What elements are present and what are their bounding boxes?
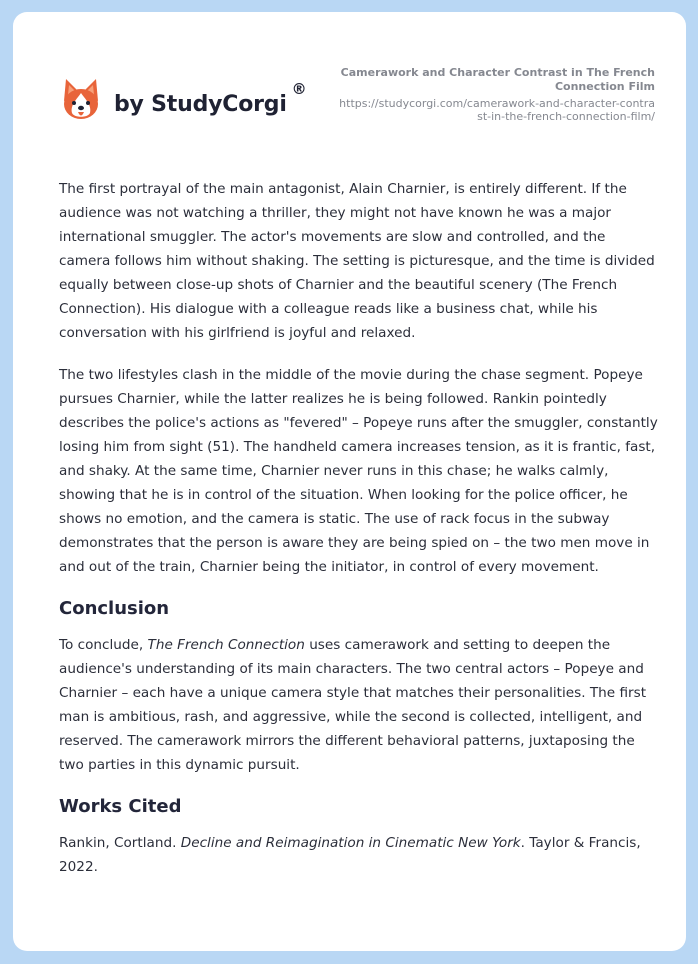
conclusion-heading: Conclusion	[59, 598, 170, 619]
studycorgi-logo[interactable]	[60, 76, 307, 124]
conclusion-intro: To conclude,	[59, 637, 148, 653]
paragraph-conclusion	[59, 633, 659, 777]
citation-publisher: . Taylor & Francis, 2022.	[59, 835, 641, 875]
citation-author: Rankin, Cortland.	[59, 835, 181, 851]
document-source	[335, 66, 655, 123]
citation-book-title: Decline and Reimagination in Cinematic New York	[180, 835, 521, 851]
paragraph-antagonist: The first portrayal of the main antagonist, Alain Charnier, is entirely different. If the audience was not watching a thriller, they might not have known he was a major international smuggler. The actor's movements are slow and controlled, and the camera follows him without shaking. The setting is picturesque, and the time is divided equally between close-up shots of Charnier and the beautiful scenery (The French Connection). His dialogue with a colleague reads like a business chat, while his conversation with his girlfriend is joyful and relaxed.	[59, 181, 655, 341]
brand-name: by StudyCorgi	[114, 91, 287, 117]
document-url[interactable]: https://studycorgi.com/camerawork-and-character-contrast-in-the-french-connection-film/	[339, 97, 655, 123]
conclusion-text: uses camerawork and setting to deepen the audience's understanding of its main characters. The two central actors – Popeye and Charnier – each have a unique camera style that matches their personalities. The first man is ambitious, rash, and aggressive, while the second is collected, intelligent, and reserved. The camerawork mirrors the different behavioral patterns, juxtaposing the two parties in this dynamic pursuit.	[59, 637, 647, 773]
corgi-logo-icon	[60, 77, 102, 123]
works-cited-heading: Works Cited	[59, 796, 182, 817]
document-page	[13, 12, 686, 951]
document-title: Camerawork and Character Contrast in The French Connection Film	[340, 66, 655, 93]
film-title: The French Connection	[147, 637, 305, 653]
citation-entry	[59, 831, 659, 879]
paragraph-chase: The two lifestyles clash in the middle of the movie during the chase segment. Popeye pursues Charnier, while the latter realizes he is being followed. Rankin pointedly describes the police's actions as "fevered" – Popeye runs after the smuggler, constantly losing him from sight (51). The handheld camera increases tension, as it is frantic, fast, and shaky. At the same time, Charnier never runs in this chase; he walks calmly, showing that he is in control of the situation. When looking for the police officer, he shows no emotion, and the camera is static. The use of rack focus in the subway demonstrates that the person is aware they are being spied on – the two men move in and out of the train, Charnier being the initiator, in control of every movement.	[59, 367, 658, 575]
registered-mark: ®	[291, 80, 307, 98]
essay-content	[59, 177, 659, 897]
